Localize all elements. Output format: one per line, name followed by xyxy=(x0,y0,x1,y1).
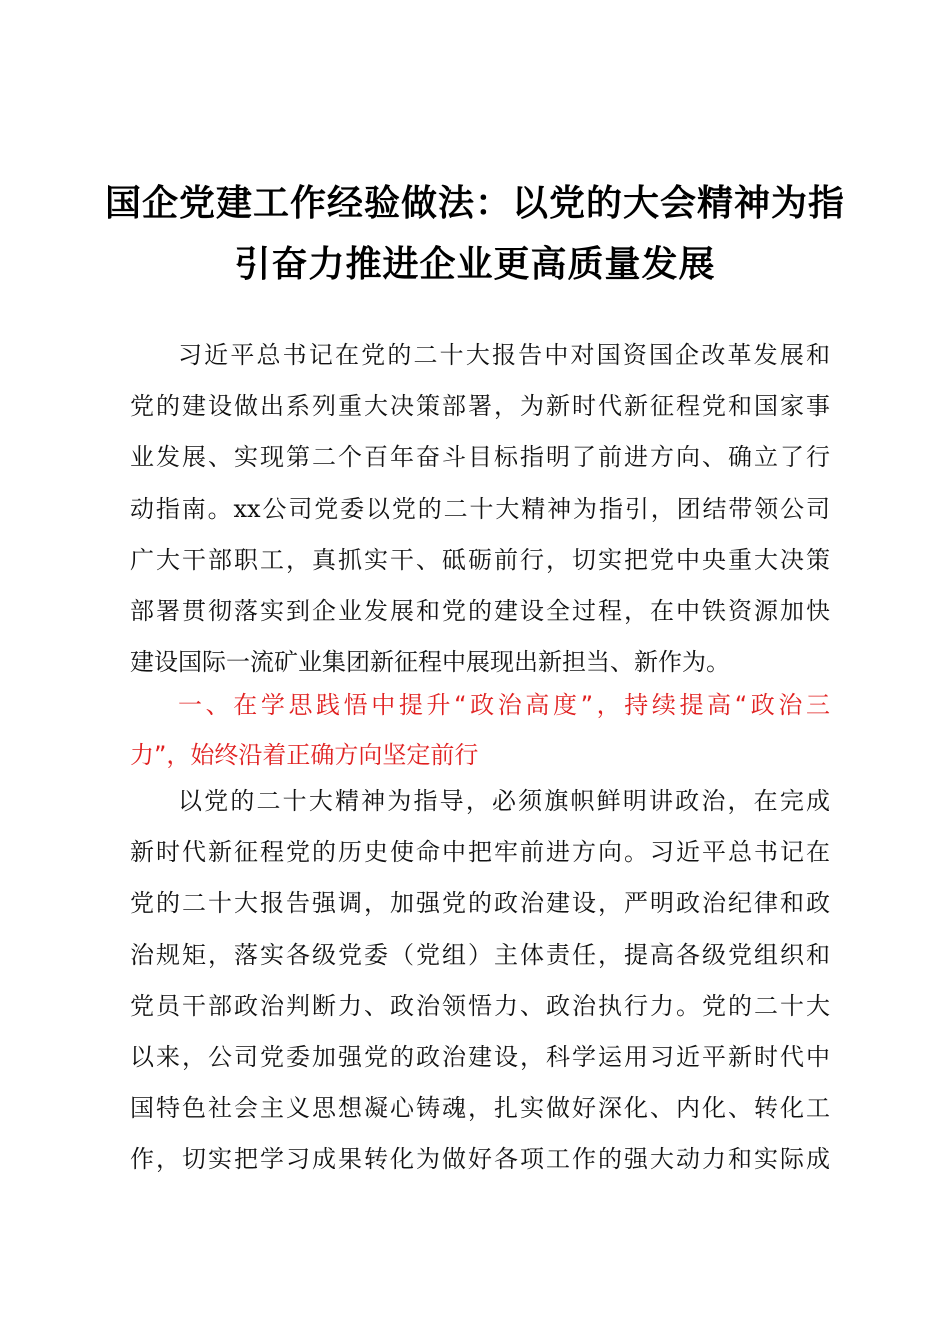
paragraph-line: 部署贯彻落实到企业发展和党的建设全过程，在中铁资源加快 xyxy=(130,597,830,626)
paragraph-line: 以党的二十大精神为指导，必须旗帜鲜明讲政治，在完成 xyxy=(178,787,830,815)
document-title-line-1: 国企党建工作经验做法：以党的大会精神为指 xyxy=(104,182,845,224)
section-heading-1 xyxy=(130,680,830,780)
section-heading-line: 一、在学思践悟中提升“政治高度”，持续提高“政治三 xyxy=(178,691,830,719)
paragraph-line: 党员干部政治判断力、政治领悟力、政治执行力。党的二十大 xyxy=(130,991,830,1020)
paragraph-intro xyxy=(130,330,830,688)
paragraph-line: 党的二十大报告强调，加强党的政治建设，严明政治纪律和政 xyxy=(130,889,830,918)
paragraph-line: 建设国际一流矿业集团新征程中展现出新担当、新作为。 xyxy=(130,648,730,677)
paragraph-line: 国特色社会主义思想凝心铸魂，扎实做好深化、内化、转化工 xyxy=(130,1094,830,1123)
paragraph-section-1 xyxy=(130,776,830,1186)
paragraph-line: 业发展、实现第二个百年奋斗目标指明了前进方向、确立了行 xyxy=(130,443,830,472)
paragraph-line: 动指南。xx公司党委以党的二十大精神为指引，团结带领公司 xyxy=(130,494,830,523)
paragraph-line: 习近平总书记在党的二十大报告中对国资国企改革发展和 xyxy=(178,341,830,369)
paragraph-line: 党的建设做出系列重大决策部署，为新时代新征程党和国家事 xyxy=(130,392,830,421)
paragraph-line: 作，切实把学习成果转化为做好各项工作的强大动力和实际成 xyxy=(130,1145,830,1174)
paragraph-line: 新时代新征程党的历史使命中把牢前进方向。习近平总书记在 xyxy=(130,838,830,867)
paragraph-line: 以来，公司党委加强党的政治建设，科学运用习近平新时代中 xyxy=(130,1043,830,1072)
section-heading-line: 力”，始终沿着正确方向坚定前行 xyxy=(130,741,479,769)
document-title-line-2: 引奋力推进企业更高质量发展 xyxy=(234,243,716,285)
paragraph-line: 治规矩，落实各级党委（党组）主体责任，提高各级党组织和 xyxy=(130,940,830,969)
paragraph-line: 广大干部职工，真抓实干、砥砺前行，切实把党中央重大决策 xyxy=(130,545,830,574)
